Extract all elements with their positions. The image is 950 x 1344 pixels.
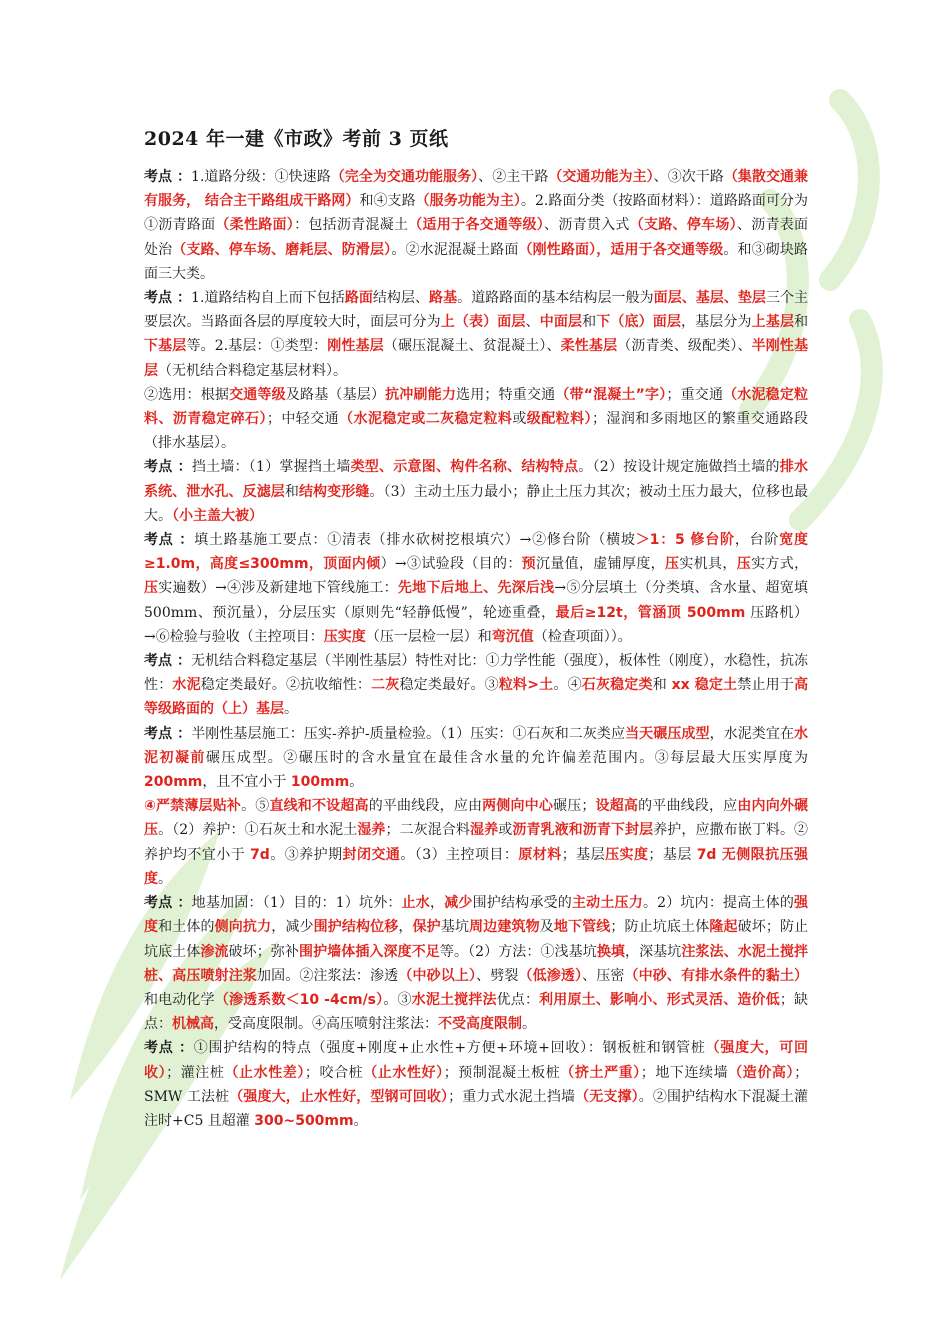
body-text: →⑤分层填土（分类填、含水量、超宽填 500mm、预沉量），分层压实（原则先“轻静低慢”，轮迹重叠，: [144, 580, 809, 621]
body-text: ；SMW 工法桩: [144, 1064, 809, 1105]
highlight-text: 直线和不设超高: [269, 798, 369, 815]
body-text: 、沥青表面处治: [144, 217, 809, 258]
body-text: 。: [522, 1016, 536, 1033]
body-text: 和电动化学: [144, 991, 215, 1008]
body-text: 稳定类最好。③: [399, 677, 499, 694]
body-text: 。: [158, 870, 172, 887]
body-text: 。: [284, 701, 298, 718]
highlight-text: （渗透系数＜10 -4cm/s）: [214, 991, 384, 1008]
body-text: 、: [525, 314, 540, 331]
highlight-text: 先地下后地上、先深后浅: [397, 580, 555, 597]
point-label: 考点 ：: [144, 895, 192, 912]
body-text: ①围护结构的特点（强度+刚度+止水性+方便+环境+回收）：钢板桩和钢管桩: [193, 1040, 706, 1057]
highlight-text: 周边建筑物: [469, 919, 540, 936]
body-text: 。2）坑内：提高土体的: [642, 895, 795, 912]
exam-point-paragraph: [144, 528, 808, 649]
highlight-text: 下基层: [144, 338, 187, 355]
body-text: 优点：: [496, 991, 540, 1008]
body-text: 。（3）主动土压力最小；静止土压力其次；被动土压力最大，位移也最大。: [144, 483, 809, 524]
body-text: 。②围护结构水下混凝土灌注时+C5 且超灌: [144, 1088, 809, 1129]
body-text: 、③次干路: [653, 169, 724, 185]
body-text: 。（2）按设计规定施做挡土墙的: [578, 459, 780, 476]
highlight-text: 原材料: [518, 846, 562, 863]
highlight-text: 刚性基层: [327, 338, 384, 355]
body-text: 选用；特重交通: [456, 386, 556, 403]
body-text: （沥青类、级配类）、: [617, 338, 752, 355]
highlight-text: 保护: [412, 919, 441, 936]
highlight-text: 上基层: [751, 314, 795, 331]
body-text: 或: [498, 822, 513, 839]
body-text: ；二灰混合料: [385, 822, 471, 839]
highlight-text: （适用于各交通等级）: [408, 217, 545, 234]
highlight-text: 水泥初凝前: [144, 725, 809, 766]
exam-point-paragraph: [144, 794, 808, 891]
body-text: （碾压混凝土、贫混凝土）、: [383, 338, 561, 355]
body-text: 结构层、: [372, 290, 430, 307]
body-text: 破坏；防止坑底土体: [144, 919, 809, 960]
exam-point-paragraph: [144, 455, 808, 528]
highlight-text: （无支撑）: [575, 1088, 639, 1105]
highlight-text: 隆起: [709, 919, 738, 936]
highlight-text: 湿养: [470, 822, 499, 839]
body-text: 加固。②注浆法：渗透: [257, 967, 399, 984]
body-text: 无机结合料稳定基层（半刚性基层）特性对比：①力学性能（强度），板体性（刚度），水稳性，抗冻性：: [144, 653, 808, 694]
body-text: 碾压；: [553, 798, 596, 815]
point-label: 考点 ：: [144, 290, 192, 307]
highlight-text: 压实度: [605, 846, 649, 863]
body-text: 。2.路面分类（按路面材料）：道路路面可分为①沥青路面: [144, 193, 809, 234]
highlight-text: xx 稳定土: [671, 677, 738, 694]
highlight-text: 7d: [250, 846, 270, 863]
body-text: ；基层: [561, 846, 606, 863]
body-text: 。③养护期: [269, 846, 343, 863]
point-label: 考点 ：: [144, 653, 191, 670]
highlight-text: 柔性基层: [560, 338, 618, 355]
highlight-text: （交通功能为主）: [548, 169, 654, 185]
body-text: 。道路路面的基本结构层一般为: [457, 290, 654, 307]
body-text: 实方式，: [751, 556, 809, 573]
body-text: ，基层分为: [681, 314, 752, 331]
body-text: 。②水泥混凝土路面: [391, 241, 519, 258]
body-text: ；预制混凝土板桩: [443, 1064, 561, 1081]
body-text: 实机具，: [679, 556, 737, 573]
body-text: ；缺点：: [144, 991, 809, 1033]
highlight-text: （带“混凝土”字）: [555, 386, 667, 403]
highlight-text: （止水性差）: [224, 1064, 305, 1081]
highlight-text: 结构变形缝: [298, 483, 370, 500]
body-text: ）→③试验段（目的：: [380, 556, 522, 573]
highlight-text: 高等级路面的（上）基层: [144, 677, 809, 718]
body-text: 、劈裂: [476, 967, 519, 984]
body-text: 填土路基施工要点：①清表（排水砍树挖根填穴）→②修台阶（横坡: [194, 532, 636, 549]
highlight-text: （刚性路面），适用于各交通等级: [518, 241, 724, 258]
document-page: [144, 124, 808, 1133]
body-text: 基坑: [440, 919, 470, 936]
highlight-text: 弯沉值: [491, 628, 534, 645]
body-text: 压路机）→⑥检验与验收（主控项目：: [144, 604, 808, 645]
highlight-text: 类型、示意图、构件名称、结构特点: [350, 459, 579, 476]
highlight-text: 最后≥12t，管涵顶 500mm: [555, 604, 746, 621]
body-text: （压一层检一层）和: [365, 628, 492, 645]
highlight-text: 围护结构位移: [313, 919, 399, 936]
highlight-text: （低渗透）: [518, 967, 583, 984]
highlight-text: （强度大，可回收）: [144, 1040, 809, 1081]
highlight-text: 交通等级: [229, 386, 286, 403]
exam-point-paragraph: [144, 891, 808, 1036]
body-text: 。③: [383, 991, 412, 1008]
point-label: 考点 ：: [144, 725, 192, 742]
highlight-text: 机械高: [172, 1016, 214, 1033]
body-text: 等。2.基层：①类型：: [186, 338, 328, 355]
highlight-text: 压实度: [323, 628, 366, 645]
highlight-text: 渗流: [200, 943, 229, 960]
body-text: ；防止坑底土体: [610, 919, 710, 936]
highlight-text: 水泥土搅拌法: [411, 991, 497, 1008]
highlight-text: （支路、停车场）: [629, 217, 737, 234]
body-text: 和: [284, 483, 299, 500]
body-text: 。和③砌块路面三大类。: [144, 241, 809, 282]
body-text: ；湿润和多雨地区的繁重交通路段（排水基层）。: [144, 411, 809, 452]
body-text: 1.道路结构自上而下包括: [191, 290, 345, 307]
body-text: 。（3）主控项目：: [400, 846, 519, 863]
body-text: 破坏；弥补: [228, 943, 299, 960]
highlight-text: 强度: [144, 895, 809, 936]
body-text: 、沥青贯入式: [544, 217, 630, 234]
highlight-text: 止水: [401, 895, 430, 912]
body-text: ，深基坑: [625, 943, 682, 960]
highlight-text: 沥青乳液和沥青下封层: [512, 822, 654, 839]
highlight-text: 封闭交通: [342, 846, 401, 863]
body-text: 的平曲线段，应: [638, 798, 738, 815]
highlight-text: 半刚性基层: [144, 338, 809, 379]
highlight-text: 主动土压力: [571, 895, 643, 912]
highlight-text: 利用原土、影响小、形式灵活、造价低: [539, 991, 780, 1008]
body-text: ；中轻交通: [266, 411, 340, 428]
body-text: 碾压成型。②碾压时的含水量宜在最佳含水量的允许偏差范围内。③每层最大压实厚度为: [205, 749, 808, 766]
highlight-text: 预: [521, 556, 537, 573]
point-label: 考点 ：: [144, 459, 192, 476]
highlight-text: （水泥稳定粒料、沥青稳定碎石）: [144, 386, 809, 428]
highlight-text: 设超高: [595, 798, 639, 815]
highlight-text: （服务功能为主）: [415, 193, 521, 210]
highlight-text: 路基: [429, 290, 458, 307]
highlight-text: （集散交通兼有服务， 结合主干路组成干路网）: [144, 169, 809, 210]
highlight-text: 100mm: [290, 774, 350, 791]
highlight-text: ＞1：5 修台阶: [635, 532, 735, 549]
body-text: ；灌注桩: [166, 1064, 225, 1081]
highlight-text: 由内向外碾压: [144, 798, 809, 839]
highlight-text: 换填: [596, 943, 625, 960]
highlight-text: 当天碾压成型: [625, 725, 710, 742]
highlight-text: 注浆法、水泥土搅拌桩、高压喷射注浆: [144, 943, 809, 984]
highlight-text: 侧向抗力: [214, 919, 272, 936]
body-text: ②选用：根据: [144, 386, 230, 403]
highlight-text: 级配粒料）: [526, 411, 592, 428]
point-label: 考点 ：: [144, 532, 195, 549]
highlight-text: 石灰稳定类: [581, 677, 653, 694]
highlight-text: 水泥: [172, 677, 201, 694]
body-text: 和: [652, 677, 672, 694]
document-body: [144, 165, 808, 1133]
body-text: 。④: [553, 677, 582, 694]
highlight-text: （挤土严重）: [560, 1064, 641, 1081]
body-text: 。（2）养护：①石灰土和水泥土: [158, 822, 358, 839]
point-label: 考点 ：: [144, 1040, 194, 1057]
exam-point-paragraph: [144, 165, 808, 286]
body-text: 、压密: [582, 967, 625, 984]
body-text: （无机结合料稳定基层材料）。: [158, 362, 347, 379]
body-text: ，台阶: [734, 532, 780, 549]
body-text: 1.道路分级：①快速路: [191, 169, 331, 185]
body-text: ：包括沥青混凝土: [294, 217, 409, 234]
body-text: 和: [794, 314, 809, 331]
point-label: 考点 ：: [144, 169, 192, 185]
highlight-text: 压: [736, 556, 752, 573]
highlight-text: （造价高）: [728, 1064, 795, 1081]
highlight-text: （柔性路面）: [215, 217, 295, 234]
body-text: 围护结构承受的: [472, 895, 572, 912]
body-text: 的平曲线段，应由: [368, 798, 483, 815]
body-text: 禁止用于: [737, 677, 795, 694]
highlight-text: （中砂以上）: [398, 967, 477, 984]
exam-point-paragraph: [144, 383, 808, 456]
highlight-text: 围护墙体插入深度不足: [298, 943, 440, 960]
highlight-text: 中面层: [539, 314, 583, 331]
body-text: 及路基（基层）: [285, 386, 386, 403]
body-text: ，水泥类宜在: [709, 725, 795, 742]
highlight-text: 两侧向中心: [482, 798, 554, 815]
highlight-text: （完全为交通功能服务）: [330, 169, 479, 185]
body-text: ，减少: [271, 919, 314, 936]
body-text: 稳定类最好。②抗收缩性：: [200, 677, 372, 694]
highlight-text: 宽度≥1.0m，高度≤300mm，顶面内倾: [144, 532, 809, 573]
body-text: 挡土墙：（1）掌握挡土墙: [191, 459, 351, 476]
highlight-text: 7d 无侧限抗压强度: [144, 846, 809, 887]
body-text: ；地下连续墙: [640, 1064, 729, 1081]
highlight-text: （小主盖大被）: [172, 507, 263, 524]
exam-point-paragraph: [144, 1036, 808, 1133]
body-text: ；重力式水泥土挡墙: [448, 1088, 576, 1105]
highlight-text: 地下管线: [553, 919, 611, 936]
highlight-text: （水泥稳定或二灰稳定粒料: [339, 411, 513, 428]
highlight-text: （中砂、有排水条件的黏土）: [624, 967, 809, 984]
highlight-text: 不受高度限制: [438, 1016, 522, 1033]
highlight-text: 二灰: [371, 677, 400, 694]
highlight-text: 粒料>土: [498, 677, 554, 694]
body-text: 等。（2）方法：①浅基坑: [439, 943, 597, 960]
highlight-text: 减少: [444, 895, 473, 912]
body-text: ；重交通: [666, 386, 724, 403]
highlight-text: 300~500mm: [254, 1112, 354, 1129]
body-text: 、②主干路: [478, 169, 549, 185]
highlight-text: 上（表）面层: [440, 314, 526, 331]
exam-point-paragraph: [144, 722, 808, 795]
body-text: ，且不宜小于: [202, 774, 291, 791]
exam-point-paragraph: [144, 649, 808, 722]
body-text: 。⑤: [241, 798, 270, 815]
body-text: 半刚性基层施工：压实-养护-质量检验。（1）压实：①石灰和二灰类应: [191, 725, 626, 742]
highlight-text: 200mm: [144, 774, 203, 791]
body-text: 和: [582, 314, 597, 331]
body-text: 和④支路: [359, 193, 416, 210]
highlight-text: 排水系统、泄水孔、反滤层: [144, 459, 809, 500]
highlight-text: （止水性好）: [363, 1064, 444, 1081]
highlight-text: 湿养: [357, 822, 386, 839]
highlight-text: 抗冲刷能力: [385, 386, 457, 403]
body-text: （检查项面））。: [533, 628, 632, 645]
highlight-text: 路面: [344, 290, 373, 307]
highlight-text: （支路、停车场、磨耗层、防滑层）: [172, 241, 392, 258]
body-text: ，受高度限制。④高压喷射注浆法：: [214, 1016, 438, 1033]
body-text: 实遍数）→④涉及新建地下管线施工：: [158, 580, 398, 597]
body-text: 沉量值，虚铺厚度，: [536, 556, 666, 573]
body-text: 。: [353, 1112, 368, 1129]
page-title: 2024 年一建《市政》考前 3 页纸: [144, 128, 449, 150]
body-text: ，: [430, 895, 445, 912]
body-text: 及: [539, 919, 554, 936]
body-text: ；咬合桩: [304, 1064, 364, 1081]
exam-point-paragraph: [144, 286, 808, 383]
body-text: 养护，应撒布嵌丁料。②养护均不宜小于: [144, 822, 809, 863]
body-text: ；基层: [648, 846, 697, 863]
body-text: 。: [349, 774, 364, 791]
body-text: 地基加固：（1）目的：1）坑外：: [191, 895, 402, 912]
body-text: ，: [398, 919, 413, 936]
body-text: 三个主要层次。当路面各层的厚度较大时，面层可分为: [144, 290, 809, 331]
highlight-text: ④严禁薄层贴补: [144, 798, 242, 815]
highlight-text: 下（底）面层: [596, 314, 682, 331]
highlight-text: 压: [144, 580, 159, 597]
body-text: 和土体的: [158, 919, 215, 936]
highlight-text: （强度大，止水性好，型钢可回收）: [229, 1088, 449, 1105]
highlight-text: 面层、基层、垫层: [653, 290, 766, 307]
body-text: 或: [512, 411, 527, 428]
highlight-text: 压: [665, 556, 680, 573]
